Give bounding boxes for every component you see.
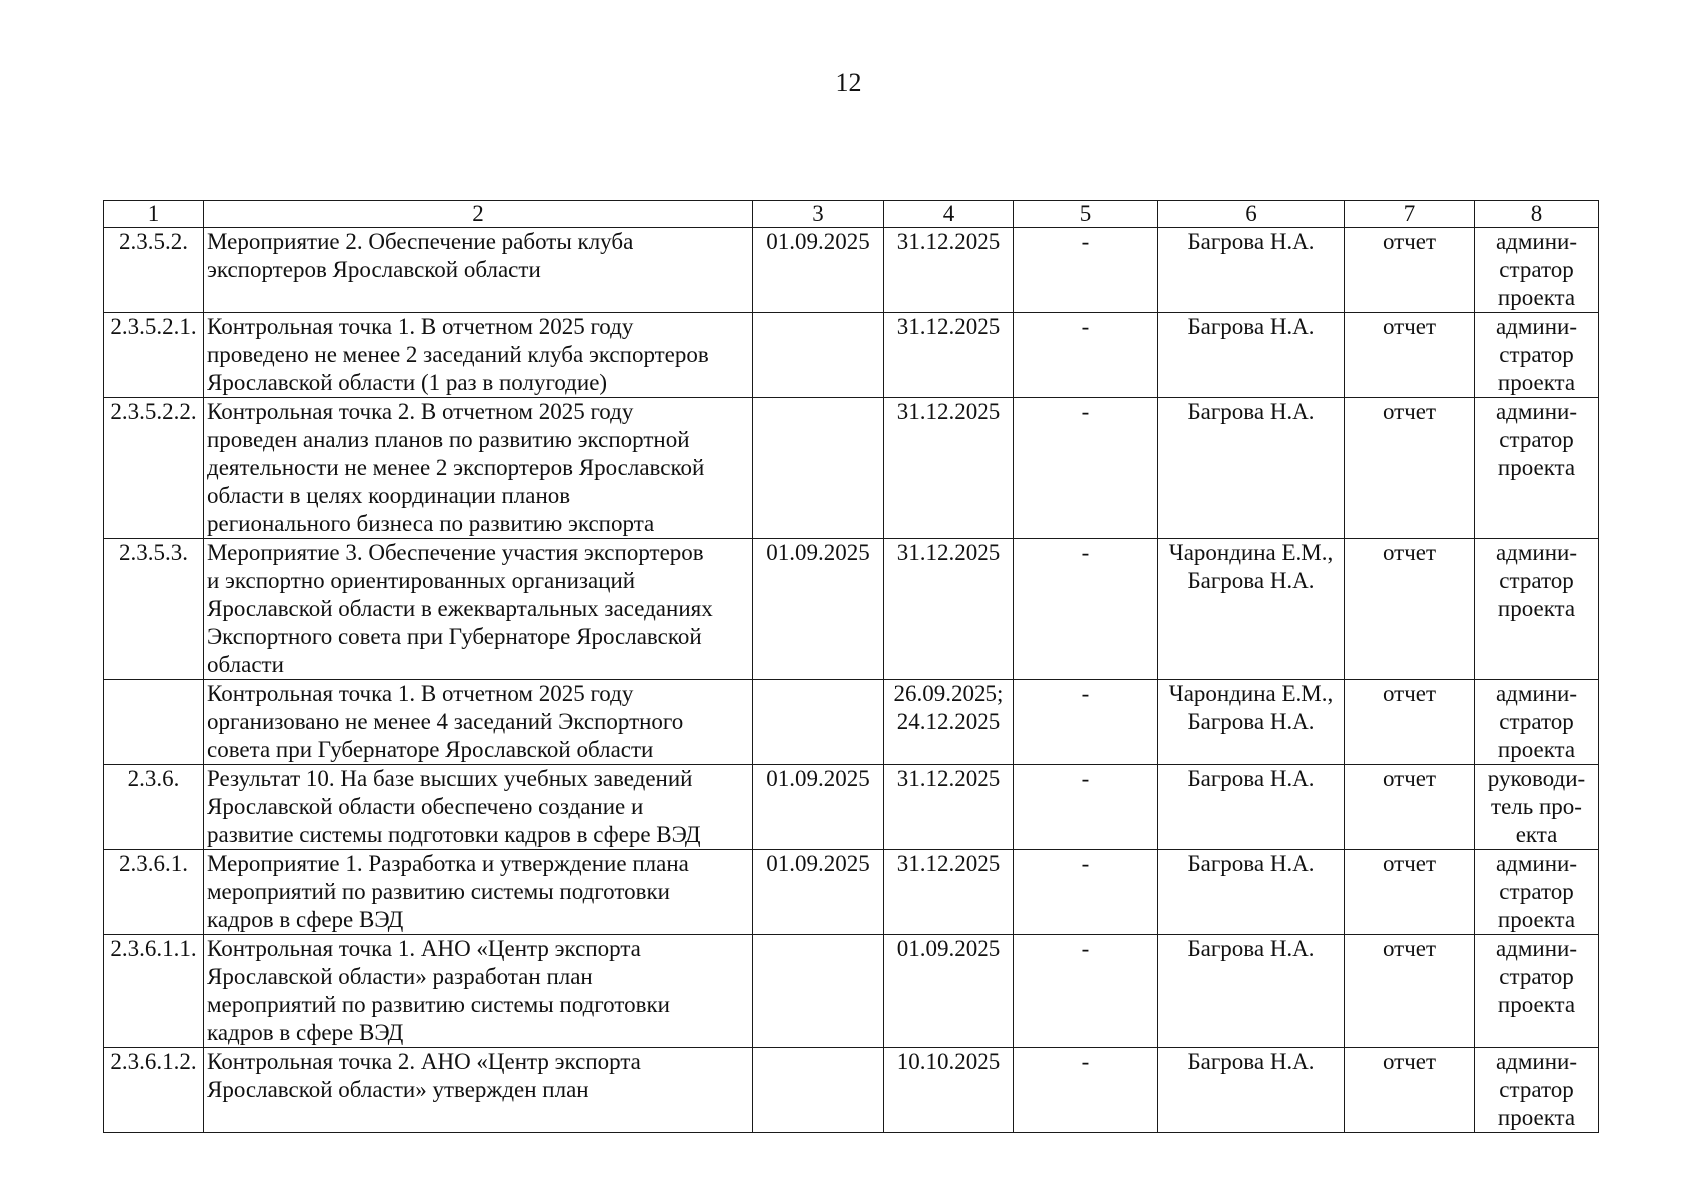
item-number: 2.3.6.1.1. bbox=[104, 935, 204, 1048]
start-date bbox=[753, 313, 884, 398]
start-date: 01.09.2025 bbox=[753, 228, 884, 313]
document-type: отчет bbox=[1345, 228, 1475, 313]
table-row bbox=[104, 228, 1599, 313]
table-row bbox=[104, 539, 1599, 680]
column-5-value: - bbox=[1014, 935, 1158, 1048]
column-5-value: - bbox=[1014, 539, 1158, 680]
end-date: 31.12.2025 bbox=[884, 228, 1014, 313]
column-5-value: - bbox=[1014, 680, 1158, 765]
end-date: 31.12.2025 bbox=[884, 398, 1014, 539]
item-number: 2.3.5.2.1. bbox=[104, 313, 204, 398]
start-date: 01.09.2025 bbox=[753, 765, 884, 850]
table-row bbox=[104, 1048, 1599, 1133]
column-5-value: - bbox=[1014, 313, 1158, 398]
column-5-value: - bbox=[1014, 228, 1158, 313]
column-5-value: - bbox=[1014, 765, 1158, 850]
document-type: отчет bbox=[1345, 765, 1475, 850]
item-name: Контрольная точка 2. В отчетном 2025 году проведен анализ планов по развитию экспортной деятельности не менее 2 экспортеров Ярославской области в целях координации планов регионального бизнеса по развитию экспорта bbox=[204, 398, 753, 539]
responsible-person: Багрова Н.А. bbox=[1158, 313, 1345, 398]
start-date bbox=[753, 935, 884, 1048]
item-number: 2.3.6.1.2. bbox=[104, 1048, 204, 1133]
table-row bbox=[104, 680, 1599, 765]
project-role: админи- стратор проекта bbox=[1475, 398, 1599, 539]
responsible-person: Багрова Н.А. bbox=[1158, 765, 1345, 850]
table-row bbox=[104, 398, 1599, 539]
column-5-value: - bbox=[1014, 1048, 1158, 1133]
responsible-person: Чарондина Е.М., Багрова Н.А. bbox=[1158, 680, 1345, 765]
project-plan-table bbox=[103, 200, 1599, 1133]
table-row bbox=[104, 765, 1599, 850]
column-5-value: - bbox=[1014, 850, 1158, 935]
item-name: Контрольная точка 1. В отчетном 2025 году проведено не менее 2 заседаний клуба экспортеров Ярославской области (1 раз в полугодие) bbox=[204, 313, 753, 398]
item-name: Контрольная точка 1. В отчетном 2025 году организовано не менее 4 заседаний Экспортного совета при Губернаторе Ярославской области bbox=[204, 680, 753, 765]
item-number: 2.3.6. bbox=[104, 765, 204, 850]
project-role: админи- стратор проекта bbox=[1475, 313, 1599, 398]
document-type: отчет bbox=[1345, 539, 1475, 680]
column-header: 6 bbox=[1158, 201, 1345, 228]
document-type: отчет bbox=[1345, 935, 1475, 1048]
start-date bbox=[753, 398, 884, 539]
project-role: руководи- тель про- екта bbox=[1475, 765, 1599, 850]
item-name: Контрольная точка 1. АНО «Центр экспорта Ярославской области» разработан план мероприятий по развитию системы подготовки кадров в сфере ВЭД bbox=[204, 935, 753, 1048]
column-header: 8 bbox=[1475, 201, 1599, 228]
end-date: 31.12.2025 bbox=[884, 765, 1014, 850]
document-type: отчет bbox=[1345, 1048, 1475, 1133]
table-row bbox=[104, 313, 1599, 398]
table-row bbox=[104, 850, 1599, 935]
responsible-person: Чарондина Е.М., Багрова Н.А. bbox=[1158, 539, 1345, 680]
column-header: 2 bbox=[204, 201, 753, 228]
item-number: 2.3.5.2.2. bbox=[104, 398, 204, 539]
item-name: Контрольная точка 2. АНО «Центр экспорта Ярославской области» утвержден план bbox=[204, 1048, 753, 1133]
column-header: 1 bbox=[104, 201, 204, 228]
item-number: 2.3.5.2. bbox=[104, 228, 204, 313]
responsible-person: Багрова Н.А. bbox=[1158, 228, 1345, 313]
start-date: 01.09.2025 bbox=[753, 539, 884, 680]
end-date: 31.12.2025 bbox=[884, 539, 1014, 680]
document-type: отчет bbox=[1345, 850, 1475, 935]
document-type: отчет bbox=[1345, 398, 1475, 539]
end-date: 26.09.2025; 24.12.2025 bbox=[884, 680, 1014, 765]
page-number: 12 bbox=[835, 68, 862, 97]
start-date bbox=[753, 1048, 884, 1133]
item-name: Мероприятие 3. Обеспечение участия экспортеров и экспортно ориентированных организаций Ярославской области в ежеквартальных заседаниях Экспортного совета при Губернаторе Ярославской области bbox=[204, 539, 753, 680]
document-type: отчет bbox=[1345, 680, 1475, 765]
item-name: Результат 10. На базе высших учебных заведений Ярославской области обеспечено создание и развитие системы подготовки кадров в сфере ВЭД bbox=[204, 765, 753, 850]
item-number bbox=[104, 680, 204, 765]
project-role: админи- стратор проекта bbox=[1475, 1048, 1599, 1133]
responsible-person: Багрова Н.А. bbox=[1158, 398, 1345, 539]
project-role: админи- стратор проекта bbox=[1475, 228, 1599, 313]
item-number: 2.3.5.3. bbox=[104, 539, 204, 680]
end-date: 10.10.2025 bbox=[884, 1048, 1014, 1133]
column-header: 7 bbox=[1345, 201, 1475, 228]
responsible-person: Багрова Н.А. bbox=[1158, 1048, 1345, 1133]
item-name: Мероприятие 2. Обеспечение работы клуба экспортеров Ярославской области bbox=[204, 228, 753, 313]
end-date: 31.12.2025 bbox=[884, 850, 1014, 935]
column-header: 3 bbox=[753, 201, 884, 228]
column-header: 4 bbox=[884, 201, 1014, 228]
item-name: Мероприятие 1. Разработка и утверждение плана мероприятий по развитию системы подготовки кадров в сфере ВЭД bbox=[204, 850, 753, 935]
end-date: 01.09.2025 bbox=[884, 935, 1014, 1048]
responsible-person: Багрова Н.А. bbox=[1158, 850, 1345, 935]
column-header: 5 bbox=[1014, 201, 1158, 228]
table-row bbox=[104, 935, 1599, 1048]
project-role: админи- стратор проекта bbox=[1475, 539, 1599, 680]
project-role: админи- стратор проекта bbox=[1475, 850, 1599, 935]
table-body bbox=[104, 228, 1599, 1133]
responsible-person: Багрова Н.А. bbox=[1158, 935, 1345, 1048]
start-date bbox=[753, 680, 884, 765]
header-row bbox=[104, 201, 1599, 228]
end-date: 31.12.2025 bbox=[884, 313, 1014, 398]
project-role: админи- стратор проекта bbox=[1475, 680, 1599, 765]
column-5-value: - bbox=[1014, 398, 1158, 539]
start-date: 01.09.2025 bbox=[753, 850, 884, 935]
project-role: админи- стратор проекта bbox=[1475, 935, 1599, 1048]
document-type: отчет bbox=[1345, 313, 1475, 398]
item-number: 2.3.6.1. bbox=[104, 850, 204, 935]
